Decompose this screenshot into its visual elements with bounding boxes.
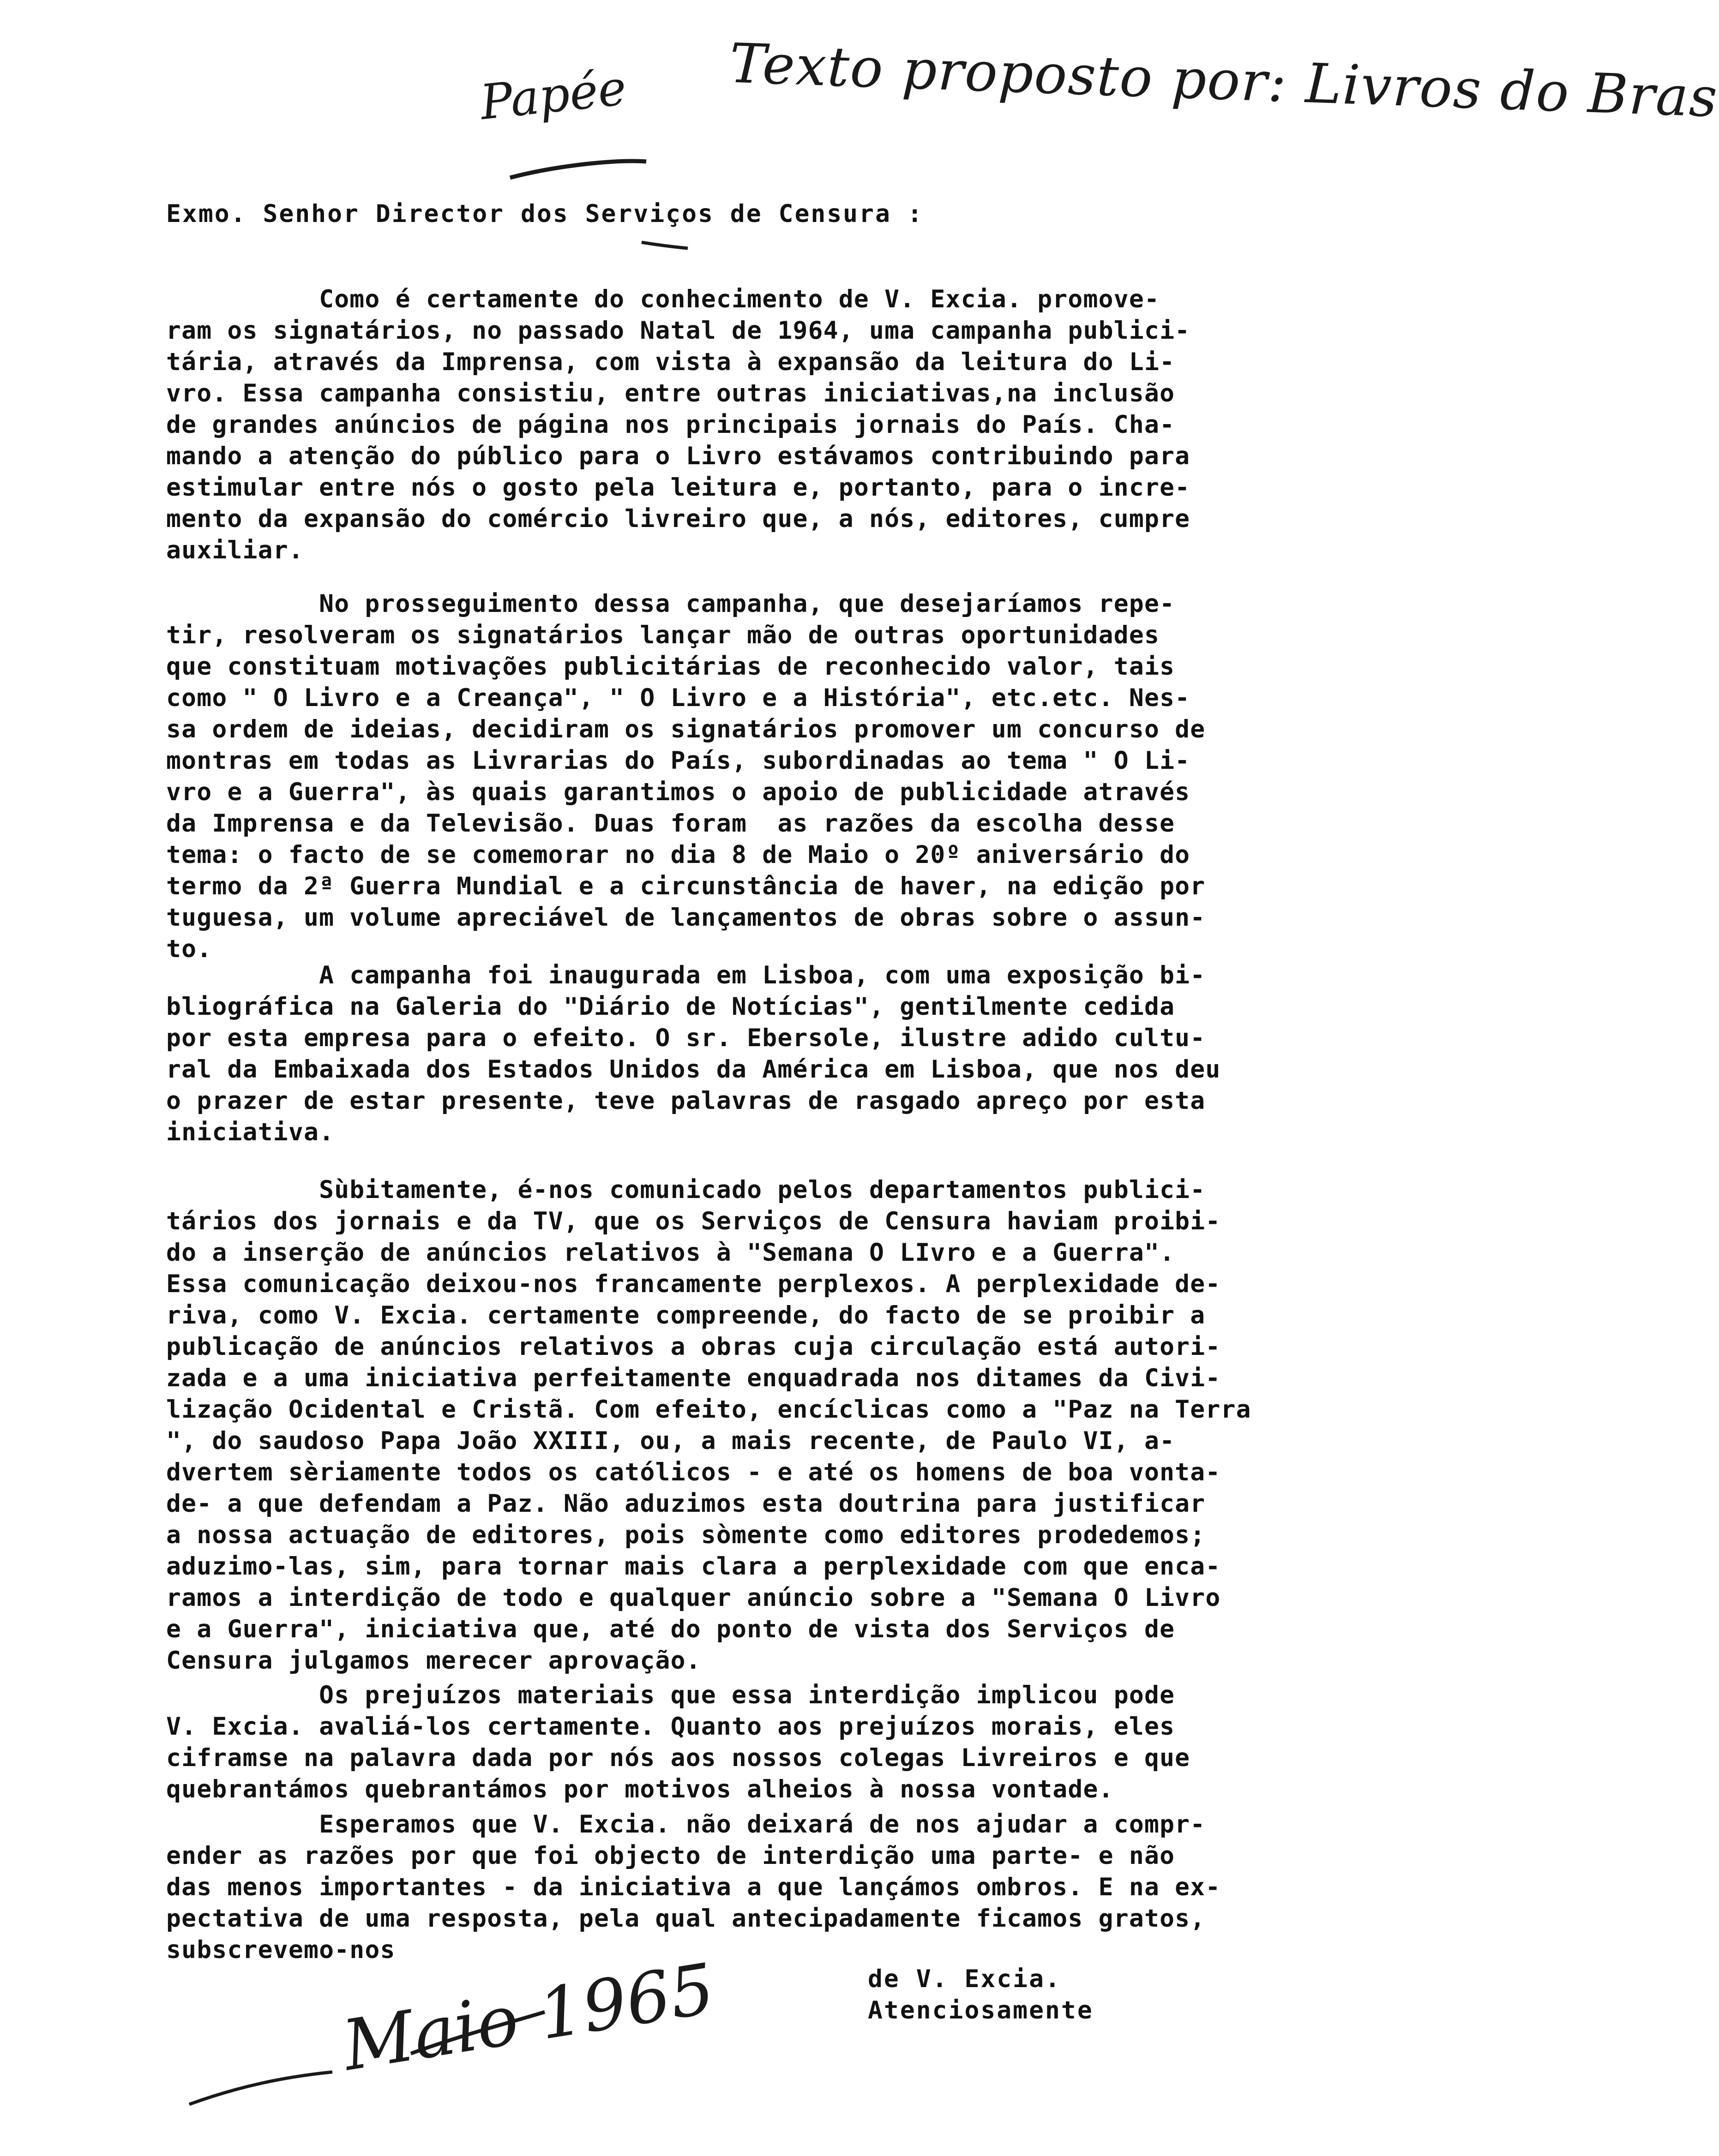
paragraph-4: Sùbitamente, é-nos comunicado pelos departamentos publici- tários dos jornais e da TV, que os Serviços de Censura haviam proibi- do a inserção de anúncios relativos à "Semana O LIvro e a Guerra". Essa comunicação deixou-nos francamente perplexos. A perplexidade de- riva, como V. Excia. certamente compreende, do facto de se proibir a publicação de anúncios relativos a obras cuja circulação está autori- zada e a uma iniciativa perfeitamente enquadrada nos ditames da Civi- lização Ocidental e Cristã. Com efeito, encíclicas como a "Paz na Terra ", do saudoso Papa João XXIII, ou, a mais recente, de Paulo VI, a- dvertem sèriamente todos os católicos - e até os homens de boa vonta- de- a que defendam a Paz. Não aduzimos esta doutrina para justificar a nossa actuação de editores, pois sòmente como editores prodedemos; aduzimo-las, sim, para tornar mais clara a perplexidade com que enca- ramos a interdição de todo e qualquer anúncio sobre a "Semana O Livro e a Guerra", iniciativa que, até do ponto de vista dos Serviços de Censura julgamos merecer aprovação. (166, 1176, 1251, 1675)
handwritten-date: Maio 1965 (337, 1948, 720, 2087)
paragraph-2: No prosseguimento dessa campanha, que desejaríamos repe- tir, resolveram os signatários lançar mão de outras oportunidades que constituam motivações publicitárias de reconhecido valor, tais como " O Livro e a Creança", " O Livro e a História", etc.etc. Nes- sa ordem de ideias, decidiram os signatários promover um concurso de montras em todas as Livrarias do País, subordinadas ao tema " O Li- vro e a Guerra", às quais garantimos o apoio de publicidade através da Imprensa e da Televisão. Duas foram as razões da escolha desse tema: o facto de se comemorar no dia 8 de Maio o 20º aniversário do termo da 2ª Guerra Mundial e a circunstância de haver, na edição por tuguesa, um volume apreciável de lançamentos de obras sobre o assun- to. (166, 590, 1206, 963)
underline-stroke-salutation (642, 242, 688, 248)
date-lower-stroke (189, 2072, 332, 2104)
paragraph-6: Esperamos que V. Excia. não deixará de nos ajudar a compr- ender as razões por que foi objecto de interdição uma parte- e não das menos importantes - da iniciativa a que lançámos ombros. E na ex- pectativa de uma resposta, pela qual antecipadamente ficamos gratos, subscrevemo-nos (166, 1810, 1221, 1964)
handwritten-annotation-papee: Papée (477, 59, 629, 131)
underline-stroke-papee (510, 161, 646, 178)
letter-closing: de V. Excia. Atenciosamente (868, 1965, 1094, 2024)
handwritten-annotation-proposed-by: Texto proposto por: Livros do Bras (728, 31, 1719, 130)
paragraph-1: Como é certamente do conhecimento de V. Excia. promove- ram os signatários, no passado Natal de 1964, uma campanha publici- tária, através da Imprensa, com vista à expansão da leitura do Li- vro. Essa campanha consistiu, entre outras iniciativas,na inclusão de grandes anúncios de página nos principais jornais do País. Cha- mando a atenção do público para o Livro estávamos contribuindo para estimular entre nós o gosto pela leitura e, portanto, para o incre- mento da expansão do comércio livreiro que, a nós, editores, cumpre auxiliar. (166, 285, 1190, 564)
paragraph-5: Os prejuízos materiais que essa interdição implicou pode V. Excia. avaliá-los certamente. Quanto aos prejuízos morais, eles ciframse na palavra dada por nós aos nossos colegas Livreiros e que quebrantámos quebrantámos por motivos alheios à nossa vontade. (166, 1681, 1190, 1803)
letter-salutation: Exmo. Senhor Director dos Serviços de Censura : (166, 200, 924, 228)
paragraph-3: A campanha foi inaugurada em Lisboa, com uma exposição bi- bliográfica na Galeria do "Diário de Notícias", gentilmente cedida por esta empresa para o efeito. O sr. Ebersole, ilustre adido cultu- ral da Embaixada dos Estados Unidos da América em Lisboa, que nos deu o prazer de estar presente, teve palavras de rasgado apreço por esta iniciativa. (166, 961, 1221, 1146)
